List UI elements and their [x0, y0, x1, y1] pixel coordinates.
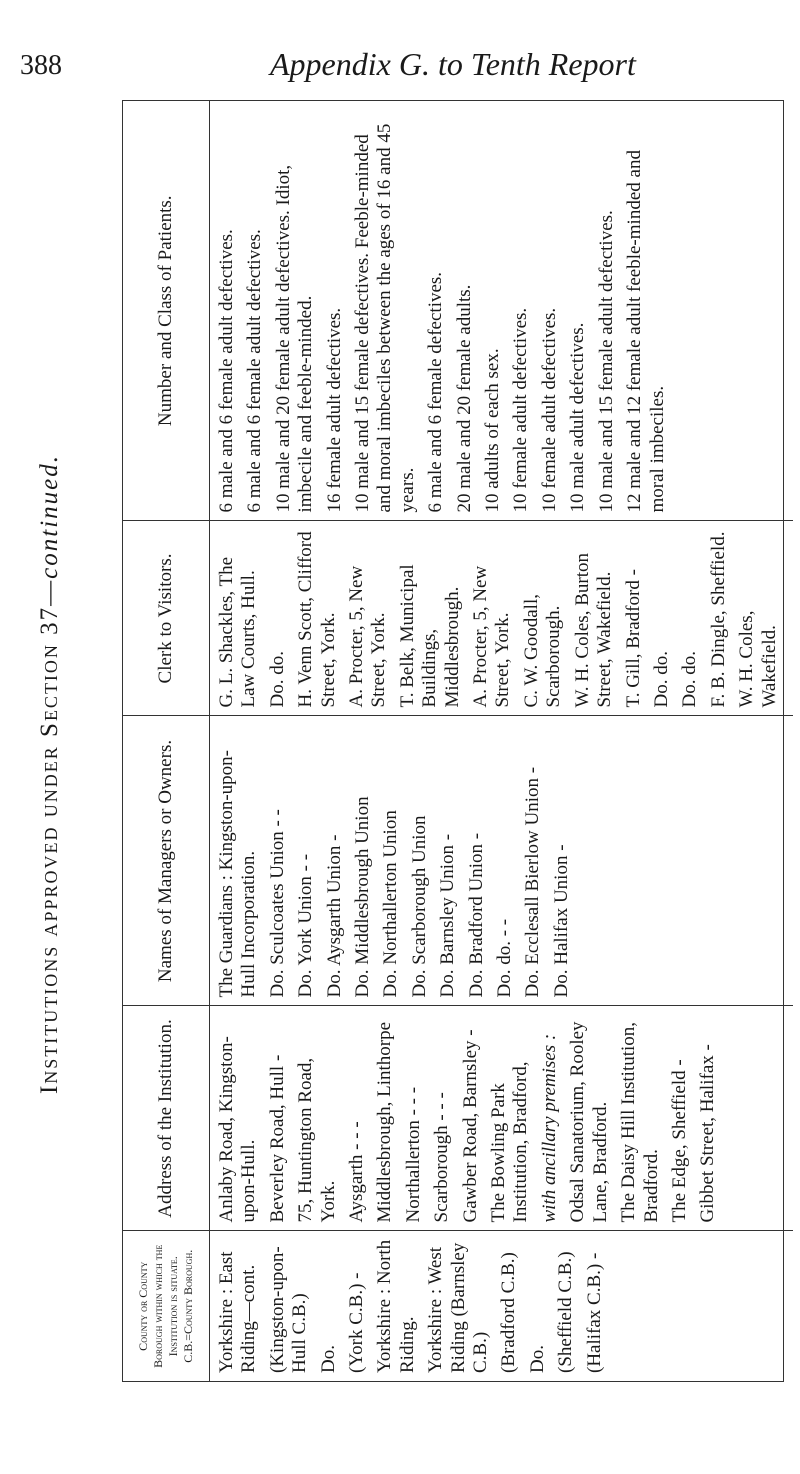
- side-heading: [36, 74, 64, 1474]
- address-entry: Middlesbrough, Linthorpe: [374, 1021, 396, 1223]
- address-entry: 75, Huntington Road, York.: [295, 1057, 339, 1223]
- header-clerk: Clerk to Visitors.: [123, 521, 210, 716]
- clerk-entry: G. L. Shackles, The Law Courts, Hull.: [216, 556, 260, 708]
- patient-class-entry: 6 male and 6 female adult defectives.: [216, 229, 237, 513]
- address-entry: Scarborough - - -: [431, 1092, 453, 1223]
- patient-class-entry: 10 adults of each sex.: [482, 348, 504, 513]
- clerk-entry: C. W. Goodall, Scarborough.: [520, 594, 565, 708]
- manager-entry: Do. Barnsley Union -: [437, 833, 459, 998]
- county-entry: Do.: [526, 1345, 548, 1373]
- manager-entry: Do. Halifax Union -: [550, 844, 572, 998]
- manager-entry: Do. Ecclesall Bierlow Union -: [522, 766, 544, 998]
- clerk-entry: H. Venn Scott, Clifford Street, York.: [295, 531, 339, 708]
- clerk-entry: A. Procter, 5, New Street, York.: [346, 565, 390, 708]
- clerk-entry: Do. do.: [266, 651, 288, 708]
- county-entry: (Kingston-upon-Hull C.B.): [266, 1246, 311, 1373]
- address-entry: Beverley Road, Hull -: [266, 1054, 288, 1223]
- manager-entry: Do. Bradford Union -: [465, 832, 487, 998]
- address-entry: Aysgarth - - -: [346, 1121, 368, 1223]
- county-entry: (Bradford C.B.): [498, 1252, 520, 1373]
- rotated-table: [123, 101, 783, 1381]
- county-column: [210, 1231, 793, 1381]
- address-entry: Northallerton - - -: [402, 1086, 424, 1223]
- clerk-entry: T. Belk, Municipal Buildings, Middlesbrough.: [396, 564, 463, 708]
- county-entry: (York C.B.) -: [346, 1272, 368, 1373]
- manager-entry: Do. Northallerton Union: [380, 810, 402, 998]
- patient-class-entry: 6 male and 6 female adult defectives.: [244, 229, 266, 513]
- manager-entry: The Guardians : Kingston-upon-Hull Incorporation.: [216, 750, 260, 998]
- county-entry: Do.: [317, 1345, 339, 1373]
- header-class: Number and Class of Patients.: [123, 101, 210, 521]
- header-names: Names of Managers or Owners.: [123, 716, 210, 1006]
- address-entry: Gawber Road, Barnsley -: [459, 1029, 481, 1223]
- manager-entry: Do. Aysgarth Union -: [323, 834, 345, 998]
- address-entry: Anlaby Road, Kingston-upon-Hull.: [216, 1036, 260, 1223]
- patient-class-entry: 6 male and 6 female defectives.: [425, 271, 447, 513]
- manager-entry: Do. Middlesbrough Union: [352, 796, 374, 998]
- manager-entry: Do. do. - -: [494, 918, 516, 998]
- county-entry: Yorkshire : West Riding (Barnsley C.B.): [425, 1242, 492, 1373]
- manager-entry: Do. Scarborough Union: [408, 815, 430, 998]
- patient-class-entry: 10 female adult defectives.: [510, 307, 532, 513]
- clerk-column: [210, 521, 793, 716]
- county-entry: Yorkshire : East Riding—cont.: [216, 1251, 260, 1373]
- manager-entry: Do. York Union - -: [295, 853, 317, 998]
- clerk-entry: W. H. Coles, Burton Street, Wakefield.: [571, 553, 616, 708]
- clerk-entry: Do. do.: [679, 651, 701, 708]
- patient-class-entry: 10 male and 15 female defectives. Feeble-minded and moral imbeciles between the ages of 16 and 45 years.: [352, 123, 418, 513]
- patient-class-entry: 10 male and 20 female adult defectives. Idiot, imbecile and feeble-minded.: [272, 164, 317, 513]
- patient-class-entry: 16 female adult defectives.: [323, 307, 345, 513]
- address-entry: Odsal Sanatorium, Rooley Lane, Bradford.: [567, 1021, 611, 1223]
- side-heading-text: Institutions approved under Section 37—: [36, 578, 63, 1095]
- manager-entry: Do. Sculcoates Union - -: [266, 809, 288, 998]
- patient-class-entry: 20 male and 20 female adults.: [453, 284, 475, 513]
- clerk-entry: A. Procter, 5, New Street, York.: [470, 565, 514, 708]
- table-container: [122, 100, 784, 1382]
- institutions-table: [123, 101, 793, 1381]
- clerk-entry: T. Gill, Bradford -: [622, 569, 644, 708]
- patient-class-entry: 10 male adult defectives.: [567, 322, 589, 513]
- address-column: [210, 1006, 793, 1231]
- clerk-entry: W. H. Coles, Wakefield.: [736, 610, 780, 708]
- county-entry: Yorkshire : North Riding.: [374, 1239, 418, 1373]
- header-address: Address of the Institution.: [123, 1006, 210, 1231]
- address-entry: The Edge, Sheffield -: [668, 1059, 690, 1223]
- address-entry: The Daisy Hill Institution, Bradford.: [618, 1021, 662, 1223]
- patient-class-entry: 12 male and 12 female adult feeble-minded and moral imbeciles.: [624, 150, 668, 513]
- address-entry: The Bowling Park Institution, Bradford,: [488, 1061, 532, 1223]
- page-number: 388: [20, 50, 62, 81]
- class-column: [210, 101, 793, 521]
- county-entry: (Halifax C.B.) -: [583, 1252, 605, 1373]
- patient-class-entry: 10 female adult defectives.: [538, 307, 560, 513]
- header-county: County or County Borough within which the Institution is situate. C.B.=County Borough.: [123, 1231, 210, 1381]
- clerk-entry: Do. do.: [650, 651, 672, 708]
- address-entry: with ancillary premises :: [538, 1033, 560, 1223]
- names-column: [210, 716, 793, 1006]
- address-entry: Gibbet Street, Halifax -: [697, 1044, 719, 1223]
- patient-class-entry: 10 male and 15 female adult defectives.: [595, 210, 617, 513]
- clerk-entry: F. B. Dingle, Sheffield.: [707, 531, 729, 708]
- side-heading-continued: continued.: [36, 453, 63, 579]
- county-entry: (Sheffield C.B.): [555, 1251, 577, 1373]
- page-title: Appendix G. to Tenth Report: [270, 46, 636, 82]
